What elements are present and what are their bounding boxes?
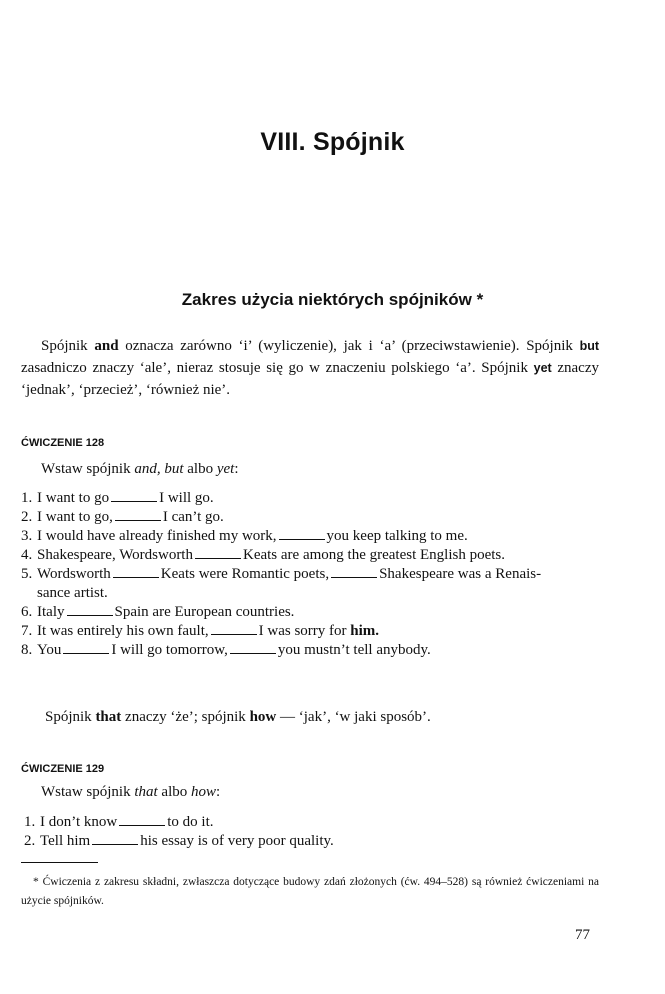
instr-italic: and, but: [134, 461, 184, 477]
exercise-item: [21, 508, 601, 527]
intro-paragraph: [21, 335, 599, 401]
item-text: I don’t know: [40, 814, 118, 830]
intro-text-3: zasadniczo znaczy ‘ale’, nieraz stosuje się go w znaczeniu polskiego ‘a’. Spójnik: [21, 360, 534, 376]
exercise-129-instruction: [41, 782, 220, 802]
item-number: 6.: [21, 604, 33, 620]
answer-blank[interactable]: [230, 652, 276, 654]
exercise-128-heading: ĆWICZENIE 128: [21, 437, 105, 449]
exercise-item: [24, 813, 604, 832]
keyword-but: but: [579, 339, 599, 353]
keyword-and: and: [94, 338, 119, 354]
item-text: Tell him: [40, 833, 91, 849]
keyword-how: how: [249, 709, 277, 725]
instr-text: Wstaw spójnik: [41, 784, 135, 800]
item-number: 1.: [21, 490, 33, 506]
item-text: Shakespeare, Wordsworth: [37, 547, 193, 563]
intro-text-2: oznacza zarówno ‘i’ (wyliczenie), jak i ‘a’ (przeciwstawienie). Spójnik: [118, 338, 580, 354]
item-text: I will go.: [159, 490, 214, 506]
chapter-title: VIII. Spójnik: [260, 128, 405, 156]
item-text: Spain are European countries.: [114, 604, 295, 620]
instr-text: Wstaw spójnik: [41, 461, 135, 477]
answer-blank[interactable]: [92, 843, 138, 845]
keyword-that: that: [95, 709, 122, 725]
item-number: 2.: [21, 509, 33, 525]
instr-text: albo: [157, 784, 191, 800]
exercise-item: [24, 832, 604, 851]
section-title: Zakres użycia niektórych spójników *: [181, 290, 484, 309]
instr-italic: that: [134, 784, 158, 800]
para-text: Spójnik: [45, 709, 96, 725]
exercise-item: [21, 622, 601, 641]
exercise-item: [21, 641, 601, 660]
item-text: I want to go: [37, 490, 110, 506]
answer-blank[interactable]: [63, 652, 109, 654]
exercise-item: [21, 546, 601, 565]
exercise-item: [21, 489, 601, 508]
exercise-item: [21, 565, 601, 584]
exercise-129-heading: ĆWICZENIE 129: [21, 763, 105, 775]
item-text: Wordsworth: [37, 566, 111, 582]
item-number: 1.: [24, 814, 36, 830]
para-text: znaczy ‘że’; spójnik: [121, 709, 250, 725]
answer-blank[interactable]: [331, 576, 377, 578]
item-text: It was entirely his own fault,: [37, 623, 209, 639]
instr-text: albo: [183, 461, 217, 477]
exercise-item: [21, 603, 601, 622]
item-text: I was sorry for: [258, 623, 347, 639]
keyword-yet: yet: [533, 361, 552, 375]
intro-text-4: znaczy ‘jednak’, ‘przecież’, ‘również nie’.: [21, 360, 599, 398]
footnote-divider: [21, 862, 98, 863]
item-text: You: [37, 642, 62, 658]
answer-blank[interactable]: [195, 557, 241, 559]
item-text: I would have already finished my work,: [37, 528, 277, 544]
item-text: Keats are among the greatest English poets.: [242, 547, 505, 563]
answer-blank[interactable]: [111, 500, 157, 502]
page-number: 77: [575, 927, 590, 943]
item-text: I will go tomorrow,: [111, 642, 228, 658]
exercise-128-instruction: [41, 459, 238, 479]
item-number: 2.: [24, 833, 36, 849]
item-text: Italy: [37, 604, 65, 620]
item-text: you keep talking to me.: [326, 528, 468, 544]
answer-blank[interactable]: [67, 614, 113, 616]
item-number: 5.: [21, 566, 33, 582]
exercise-item-continuation: sance artist.: [37, 585, 108, 601]
item-text: Shakespeare was a Renais-: [379, 566, 542, 582]
item-number: 8.: [21, 642, 33, 658]
instr-italic: how: [191, 784, 217, 800]
item-number: 3.: [21, 528, 33, 544]
exercise-item: [21, 527, 601, 546]
instr-text: :: [234, 461, 239, 477]
answer-blank[interactable]: [211, 633, 257, 635]
item-number: 7.: [21, 623, 33, 639]
item-text: his essay is of very poor quality.: [140, 833, 334, 849]
answer-blank[interactable]: [119, 824, 165, 826]
instr-italic: yet: [216, 461, 235, 477]
footnote: * Ćwiczenia z zakresu składni, zwłaszcza dotyczące budowy zdań złożonych (ćw. 494–528) są również ćwiczeniami na użycie spójników.: [21, 876, 599, 907]
item-number: 4.: [21, 547, 33, 563]
item-text: I can’t go.: [162, 509, 224, 525]
item-bold-text: him.: [350, 623, 380, 639]
para-text: — ‘jak’, ‘w jaki sposób’.: [276, 709, 431, 725]
answer-blank[interactable]: [115, 519, 161, 521]
answer-blank[interactable]: [113, 576, 159, 578]
instr-text: :: [216, 784, 221, 800]
item-text: I want to go,: [37, 509, 113, 525]
intro-text-1: Spójnik: [41, 338, 95, 354]
that-how-paragraph: [45, 706, 623, 728]
item-text: you mustn’t tell anybody.: [277, 642, 431, 658]
answer-blank[interactable]: [279, 538, 325, 540]
item-text: Keats were Romantic poets,: [160, 566, 330, 582]
item-text: to do it.: [167, 814, 214, 830]
